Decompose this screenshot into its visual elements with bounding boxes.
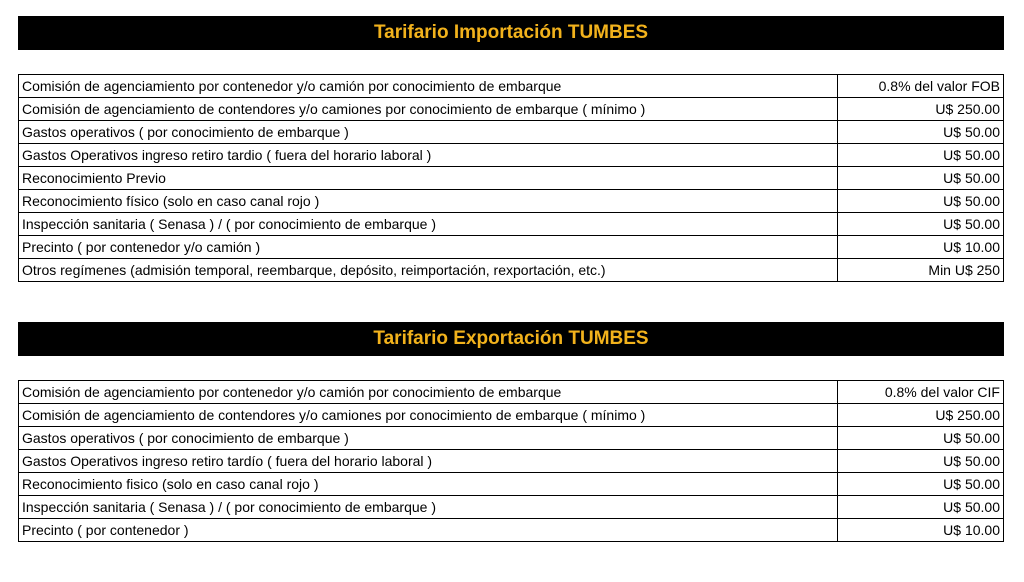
table-row (19, 473, 1004, 496)
row-price: U$ 250.00 (838, 98, 1004, 121)
row-description: Otros regímenes (admisión temporal, reembarque, depósito, reimportación, rexportación, etc.) (19, 259, 838, 282)
row-description: Comisión de agenciamiento por contenedor y/o camión por conocimiento de embarque (19, 75, 838, 98)
table-row (19, 144, 1004, 167)
row-price: U$ 10.00 (838, 519, 1004, 542)
import-section-title: Tarifario Importación TUMBES (18, 16, 1004, 50)
table-row (19, 236, 1004, 259)
row-price: U$ 50.00 (838, 450, 1004, 473)
row-description: Comisión de agenciamiento de contendores y/o camiones por conocimiento de embarque ( mínimo ) (19, 404, 838, 427)
table-row (19, 496, 1004, 519)
table-row (19, 450, 1004, 473)
row-price: 0.8% del valor CIF (838, 381, 1004, 404)
row-description: Gastos operativos ( por conocimiento de embarque ) (19, 121, 838, 144)
row-price: U$ 50.00 (838, 496, 1004, 519)
table-row (19, 427, 1004, 450)
import-tariff-table (18, 74, 1004, 282)
table-row (19, 167, 1004, 190)
row-description: Precinto ( por contenedor ) (19, 519, 838, 542)
table-row (19, 98, 1004, 121)
table-row (19, 519, 1004, 542)
row-price: Min U$ 250 (838, 259, 1004, 282)
row-price: U$ 250.00 (838, 404, 1004, 427)
export-tariff-table (18, 380, 1004, 542)
row-price: U$ 50.00 (838, 167, 1004, 190)
row-price: U$ 50.00 (838, 144, 1004, 167)
table-row (19, 190, 1004, 213)
row-description: Reconocimiento fisico (solo en caso canal rojo ) (19, 473, 838, 496)
row-price: U$ 50.00 (838, 473, 1004, 496)
row-price: U$ 50.00 (838, 121, 1004, 144)
row-price: U$ 10.00 (838, 236, 1004, 259)
row-description: Gastos Operativos ingreso retiro tardio ( fuera del horario laboral ) (19, 144, 838, 167)
row-price: U$ 50.00 (838, 213, 1004, 236)
row-description: Gastos operativos ( por conocimiento de embarque ) (19, 427, 838, 450)
export-section-title: Tarifario Exportación TUMBES (18, 322, 1004, 356)
row-description: Reconocimiento físico (solo en caso canal rojo ) (19, 190, 838, 213)
row-description: Inspección sanitaria ( Senasa ) / ( por conocimiento de embarque ) (19, 496, 838, 519)
row-description: Reconocimiento Previo (19, 167, 838, 190)
row-description: Inspección sanitaria ( Senasa ) / ( por conocimiento de embarque ) (19, 213, 838, 236)
row-description: Comisión de agenciamiento de contendores y/o camiones por conocimiento de embarque ( mínimo ) (19, 98, 838, 121)
row-price: 0.8% del valor FOB (838, 75, 1004, 98)
table-row (19, 213, 1004, 236)
row-price: U$ 50.00 (838, 427, 1004, 450)
row-description: Comisión de agenciamiento por contenedor y/o camión por conocimiento de embarque (19, 381, 838, 404)
table-row (19, 381, 1004, 404)
row-description: Gastos Operativos ingreso retiro tardío ( fuera del horario laboral ) (19, 450, 838, 473)
table-row (19, 404, 1004, 427)
row-price: U$ 50.00 (838, 190, 1004, 213)
table-row (19, 121, 1004, 144)
row-description: Precinto ( por contenedor y/o camión ) (19, 236, 838, 259)
table-row (19, 259, 1004, 282)
table-row (19, 75, 1004, 98)
